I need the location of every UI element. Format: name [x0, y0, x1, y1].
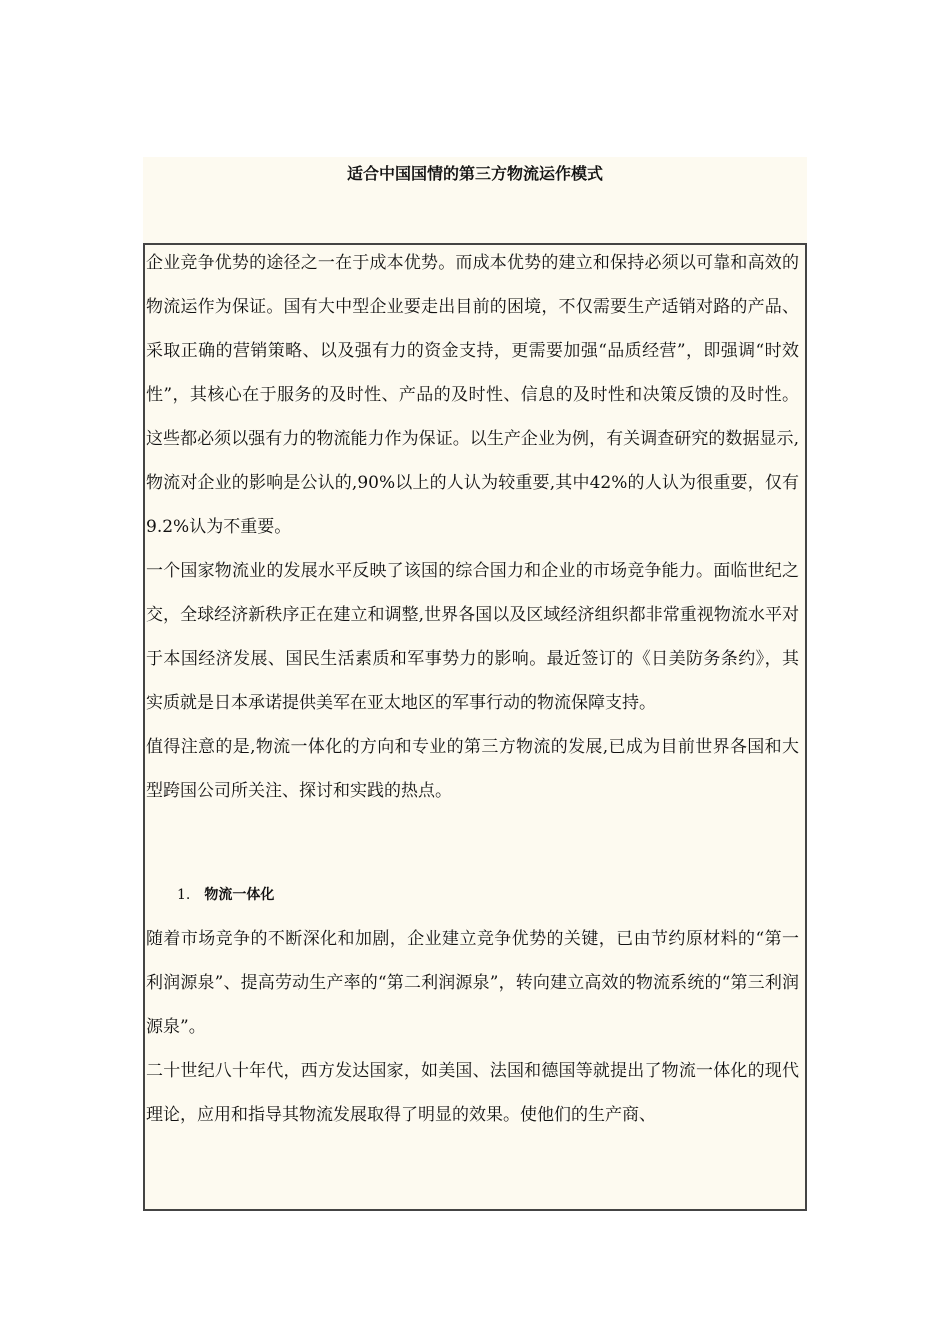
- paragraph-profit-source: 随着市场竞争的不断深化和加剧，企业建立竞争优势的关键，已由节约原材料的“第一利润源泉”、提高劳动生产率的“第二利润源泉”，转向建立高效的物流系统的“第三利润源泉”。: [146, 929, 799, 1037]
- paragraph-integration-note: 值得注意的是,物流一体化的方向和专业的第三方物流的发展,已成为目前世界各国和大型跨国公司所关注、探讨和实践的热点。: [146, 737, 799, 801]
- section-heading: [145, 873, 805, 917]
- section-heading-text: 物流一体化: [204, 887, 275, 903]
- paragraph-national-logistics: 一个国家物流业的发展水平反映了该国的综合国力和企业的市场竞争能力。面临世纪之交，全球经济新秩序正在建立和调整,世界各国以及区域经济组织都非常重视物流水平对于本国经济发展、国民生活素质和军事势力的影响。最近签订的《日美防务条约》，其实质就是日本承诺提供美军在亚太地区的军事行动的物流保障支持。: [146, 561, 799, 713]
- document-body: [143, 243, 807, 1211]
- section-number: 1.: [177, 887, 191, 903]
- document-title: 适合中国国情的第三方物流运作模式: [346, 164, 603, 183]
- paragraph-western-theory: 二十世纪八十年代，西方发达国家，如美国、法国和德国等就提出了物流一体化的现代理论，应用和指导其物流发展取得了明显的效果。使他们的生产商、: [146, 1061, 799, 1125]
- section-spacer: [145, 813, 805, 873]
- paragraph-cost-advantage: 企业竞争优势的途径之一在于成本优势。而成本优势的建立和保持必须以可靠和高效的物流运作为保证。国有大中型企业要走出目前的困境，不仅需要生产适销对路的产品、采取正确的营销策略、以及强有力的资金支持，更需要加强“品质经营”，即强调“时效性”，其核心在于服务的及时性、产品的及时性、信息的及时性和决策反馈的及时性。这些都必须以强有力的物流能力作为保证。以生产企业为例，有关调查研究的数据显示,物流对企业的影响是公认的,90%以上的人认为较重要,其中42%的人认为很重要，仅有9.2%认为不重要。: [146, 253, 799, 537]
- title-band: [143, 157, 807, 243]
